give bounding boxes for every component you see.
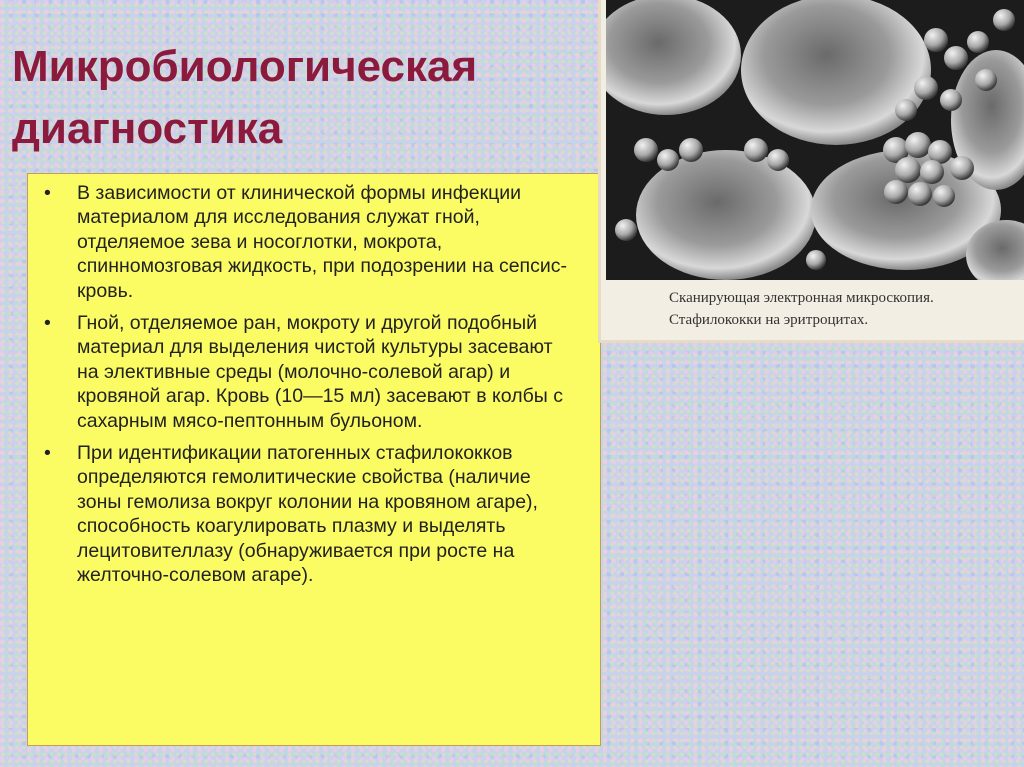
bullet-item	[44, 311, 578, 433]
bullet-text: При идентификации патогенных стафилококков определяются гемолитические свойства (наличие зоны гемолиза вокруг колонии на кровяном агаре), способность коагулировать плазму и выделять лецитовителлазу (обнаруживается при росте на желточно-солевом агаре).	[77, 442, 538, 587]
bullet-item	[44, 181, 578, 303]
micrograph-figure	[598, 0, 1024, 343]
slide-title: Микробиологическая диагностика	[12, 42, 478, 153]
bullet-item	[44, 441, 578, 587]
text-box	[27, 173, 601, 746]
bullet-text: В зависимости от клинической формы инфекции материалом для исследования служат гной, отделяемое зева и носоглотки, мокрота, спинномозговая жидкость, при подозрении на сепсис-кровь.	[77, 182, 568, 302]
bullet-list	[44, 181, 578, 588]
bullet-text: Гной, отделяемое ран, мокроту и другой подобный материал для выделения чистой культуры засевают на элективные среды (молочно-солевой агар) и кровяной агар. Кровь (10—15 мл) засевают в колбы с сахарным мясо-пептонным бульоном.	[77, 312, 563, 432]
bullet-dot-icon: •	[44, 182, 51, 204]
bullet-dot-icon: •	[44, 312, 51, 335]
micrograph-image	[606, 0, 1024, 280]
figure-caption: Сканирующая электронная микроскопия. Стафилококки на эритроцитах.	[669, 290, 934, 328]
bullet-dot-icon: •	[44, 442, 51, 465]
